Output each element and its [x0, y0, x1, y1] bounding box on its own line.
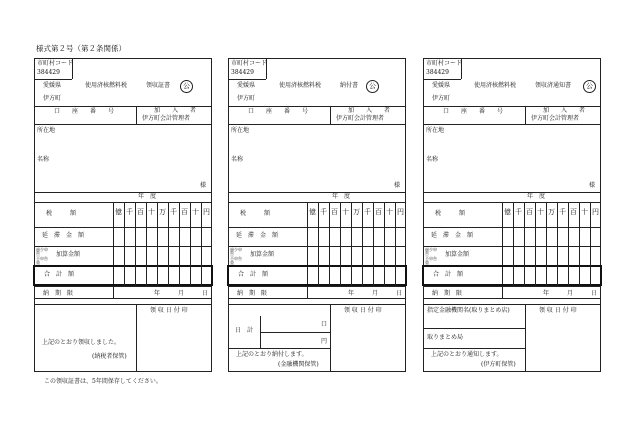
document-type: 納付書	[340, 82, 359, 89]
town: 伊方町	[237, 95, 256, 102]
digit-juu: 十	[537, 208, 544, 216]
total-label: 合 計 額	[238, 271, 269, 278]
confirmation-text: 上記のとおり領収しました。	[42, 339, 121, 346]
document-type: 領収済通知書	[535, 82, 572, 89]
digit-sen2: 千	[170, 208, 177, 216]
digit-sen: 千	[126, 208, 133, 216]
late-fee-label: 延 滞 金 額	[236, 232, 279, 239]
honorific: 様	[200, 182, 207, 189]
digit-juu: 十	[342, 208, 349, 216]
city-code-label: 市町村コード	[37, 60, 74, 67]
tax-amount-label: 税 額	[46, 210, 77, 217]
address-label: 所在地	[231, 127, 250, 134]
digit-hyaku: 百	[526, 208, 533, 216]
retention-note: この領収証書は、5年間保存してください。	[44, 378, 162, 385]
address-label: 所在地	[37, 127, 56, 134]
account-number-label: 口 座 番 号	[248, 108, 309, 115]
town: 伊方町	[43, 95, 62, 102]
digit-juu: 十	[148, 208, 155, 216]
digit-hyaku: 百	[137, 208, 144, 216]
account-number-label: 口 座 番 号	[54, 108, 115, 115]
honorific: 様	[394, 182, 401, 189]
receipt-date-stamp: 領 収 日 付 印	[344, 307, 382, 314]
collecting-office-label: 取りまとめ局	[427, 334, 464, 341]
digit-man: 万	[159, 208, 166, 216]
digit-hyaku: 百	[331, 208, 338, 216]
tax-name: 使用済核燃料税	[474, 82, 517, 89]
date-total-label: 日 計	[235, 327, 254, 334]
due-date: 年 月 日	[154, 290, 209, 297]
due-label: 納 期 限	[43, 290, 74, 297]
town: 伊方町	[432, 95, 451, 102]
yen-unit: 円	[321, 338, 328, 345]
digit-man: 万	[353, 208, 360, 216]
public-stamp-icon: 公	[366, 80, 379, 93]
confirmation-text: 上記のとおり通知します。	[431, 351, 503, 358]
payee-label: 加 入 者	[543, 107, 586, 114]
penalty-type: 過少申告 不申告 重	[36, 247, 48, 266]
honorific: 様	[589, 182, 596, 189]
designated-bank-label: 指定金融機関名(取りまとめ店)	[427, 307, 510, 314]
due-date: 年 月 日	[543, 290, 598, 297]
payee-label: 加 入 者	[348, 107, 391, 114]
city-code: 384429	[37, 69, 60, 76]
penalty-label: 加算金額	[250, 251, 275, 258]
fiscal-year: 年 度	[138, 193, 157, 200]
fiscal-year: 年 度	[332, 193, 351, 200]
payee-name: 伊方町会計管理者	[336, 115, 385, 122]
due-label: 納 期 限	[432, 290, 463, 297]
digit-sen2: 千	[364, 208, 371, 216]
address-label: 所在地	[426, 127, 445, 134]
receipt-date-stamp: 領 収 日 付 印	[539, 307, 577, 314]
copy-holder: (納税者保管)	[92, 353, 127, 360]
payment-form	[228, 58, 406, 372]
due-label: 納 期 限	[237, 290, 268, 297]
city-code: 384429	[426, 69, 449, 76]
digit-yen: 円	[592, 208, 599, 216]
digit-sen: 千	[320, 208, 327, 216]
name-label: 名称	[37, 156, 50, 163]
digit-yen: 円	[203, 208, 210, 216]
public-stamp-icon: 公	[583, 80, 596, 93]
confirmation-text: 上記のとおり納付します。	[236, 351, 308, 358]
penalty-type: 過少申告 不申告 重	[425, 247, 437, 266]
penalty-label: 加算金額	[445, 251, 470, 258]
public-stamp-icon: 公	[180, 80, 193, 93]
city-code-label: 市町村コード	[231, 60, 268, 67]
payee-name: 伊方町会計管理者	[142, 115, 191, 122]
digit-hyaku2: 百	[570, 208, 577, 216]
digit-oku: 億	[115, 208, 122, 216]
tax-amount-label: 税 額	[435, 210, 466, 217]
digit-hyaku2: 百	[181, 208, 188, 216]
penalty-type: 過少申告 不申告 重	[230, 247, 242, 266]
penalty-label: 加算金額	[56, 251, 81, 258]
total-label: 合 計 額	[44, 271, 75, 278]
payee-name: 伊方町会計管理者	[531, 115, 580, 122]
late-fee-label: 延 滞 金 額	[42, 232, 85, 239]
payee-label: 加 入 者	[154, 107, 197, 114]
total-label: 合 計 額	[433, 271, 464, 278]
name-label: 名称	[231, 156, 244, 163]
city-code-label: 市町村コード	[426, 60, 463, 67]
form-title: 様式第２号（第２条関係）	[36, 44, 126, 53]
tax-name: 使用済核燃料税	[279, 82, 322, 89]
tax-name: 使用済核燃料税	[85, 82, 128, 89]
digit-juu2: 十	[386, 208, 393, 216]
tax-amount-label: 税 額	[240, 210, 271, 217]
prefecture: 愛媛県	[432, 82, 451, 89]
count-unit: 口	[321, 321, 328, 328]
receipt-date-stamp: 領 収 日 付 印	[150, 307, 188, 314]
document-type: 領収証書	[146, 82, 171, 89]
digit-man: 万	[548, 208, 555, 216]
digit-hyaku2: 百	[375, 208, 382, 216]
due-date: 年 月 日	[348, 290, 403, 297]
digit-juu2: 十	[192, 208, 199, 216]
digit-sen: 千	[515, 208, 522, 216]
late-fee-label: 延 滞 金 額	[431, 232, 474, 239]
copy-holder: (金融機関保管)	[278, 361, 319, 368]
digit-yen: 円	[397, 208, 404, 216]
digit-oku: 億	[504, 208, 511, 216]
copy-holder: (伊方町保管)	[481, 361, 516, 368]
digit-oku: 億	[309, 208, 316, 216]
prefecture: 愛媛県	[237, 82, 256, 89]
fiscal-year: 年 度	[527, 193, 546, 200]
city-code: 384429	[231, 69, 254, 76]
receipt-notice-form	[423, 58, 601, 372]
name-label: 名称	[426, 156, 439, 163]
digit-juu2: 十	[581, 208, 588, 216]
account-number-label: 口 座 番 号	[443, 108, 504, 115]
prefecture: 愛媛県	[43, 82, 62, 89]
receipt-form	[34, 58, 212, 372]
digit-sen2: 千	[559, 208, 566, 216]
